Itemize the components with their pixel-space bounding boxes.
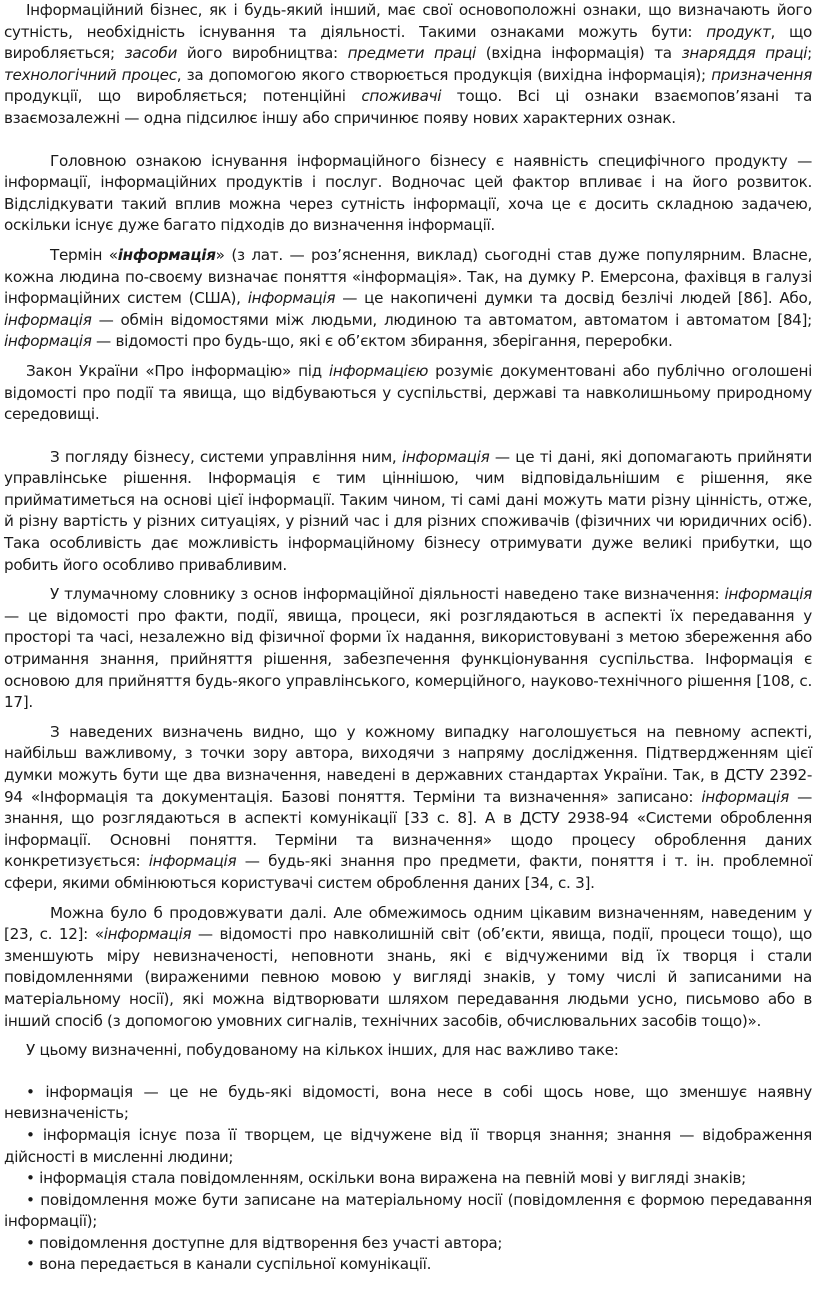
bullet-item: • вона передається в канали суспільної комунікації. [26, 1255, 432, 1274]
text-segment: — це ті дані, які допомагають прийняти управлінське рішення. Інформація є тим ціннішою, чим відповідальнішим є рішення, яке прийматиметься на основі цієї інформації. Таким чином, ті самі дані можуть мати різну цінність, отже, й різну вартість у різних ситуаціях, у різний час і для різних споживачів (фізичних чи юридичних осіб). Така особливість дає можливість інформаційному бізнесу отримувати дуже великі прибутки, що робить його особливо привабливим. [4, 447, 812, 574]
text-segment: (вхідна інформація) та [475, 44, 682, 63]
emphasized-term: інформація [701, 787, 789, 806]
text-segment: тощо. Всі ці ознаки взаємопов’язані та взаємозалежні — одна підсилює іншу або спричинює появу нових характерних ознак. [4, 87, 812, 127]
emphasized-term: інформацією [328, 361, 429, 380]
text-segment: ; [807, 44, 812, 63]
emphasized-term: інформація [4, 332, 92, 351]
emphasized-term: призначення [711, 65, 812, 84]
text-segment: — це накопичені думки та досвід безлічі людей [86]. Або, [335, 289, 812, 308]
text-segment: » (з лат. — роз’яснення, виклад) сьогодні став дуже популярним. Власне, кожна людина по-своєму визначає поняття «інформація». Так, на думку Р. Емерсона, фахівця в галузі інформаційних систем (США), [4, 245, 812, 308]
text-segment: розуміє документовані або публічно оголошені відомості про події та явища, що відбуваються у суспільстві, державі та навколишньому природному середовищі. [4, 361, 812, 424]
text-segment: Можна було б продовжувати далі. Але обмежимось одним цікавим визначенням, наведеним у [23, с. 12]: « [4, 903, 812, 944]
emphasized-term: знаряддя праці [681, 44, 808, 63]
paragraph-1 [4, 0, 812, 130]
emphasized-term: інформація [401, 447, 490, 466]
bullet-list [4, 1082, 812, 1276]
emphasized-term: інформація [247, 289, 336, 308]
paragraph-9 [4, 1040, 812, 1062]
paragraph-5 [4, 447, 812, 577]
text-segment: — знання, що розглядаються в аспекті комунікації [33 с. 8]. А в ДСТУ 2938-94 «Системи оброблення інформації. Основні поняття. Терміни та визначення» щодо процесу оброблення даних конкретизується: [4, 787, 812, 871]
text-segment: — обмін відомостями між людьми, людиною та автоматом, автоматом і автоматом [84]; [91, 310, 812, 329]
text-segment: Головною ознакою існування інформаційного бізнесу є наявність специфічного продукту — інформації, інформаційних продуктів і послуг. Водночас цей фактор впливає і на його розвиток. Відслідкувати такий вплив можна через сутність інформації, хоча це є досить складною задачею, оскільки існує дуже багато підходів до визначення інформації. [4, 151, 812, 235]
text-segment: У цьому визначенні, побудованому на кількох інших, для нас важливо таке: [26, 1041, 619, 1060]
text-segment: Термін « [50, 245, 118, 264]
paragraph-6 [4, 584, 812, 714]
bullet-item: • повідомлення може бути записане на матеріальному носії (повідомлення є формою передавання інформації); [4, 1190, 812, 1231]
text-segment: У тлумачному словнику з основ інформаційної діяльності наведено таке визначення: [50, 585, 725, 604]
emphasized-term: інформація [103, 925, 192, 944]
text-segment: Інформаційний бізнес, як і будь-який інший, має свої основоположні ознаки, що визначають його сутність, необхідність існування та діяльності. Такими ознаками можуть бути: [4, 1, 812, 41]
text-segment: його виробництва: [177, 44, 348, 63]
text-segment: З наведених визначень видно, що у кожному випадку наголошується на певному аспекті, найбільш важливому, з точки зору автора, виходячи з напряму дослідження. Підтвердженням цієї думки можуть бути ще два визначення, наведені в державних стандартах України. Так, в ДСТУ 2392-94 «Інформація та документація. Базові поняття. Терміни та визначення» записано: [4, 722, 812, 806]
emphasized-term: споживачі [361, 87, 442, 106]
paragraph-3 [4, 245, 812, 353]
emphasized-term: технологічний процес [4, 65, 177, 84]
text-segment: , що виробляється; [4, 22, 812, 63]
paragraph-7 [4, 722, 812, 895]
paragraph-2 [4, 151, 812, 237]
text-segment: З погляду бізнесу, системи управління ним, [50, 447, 402, 466]
text-segment: продукції, що виробляється; потенційні [4, 87, 362, 106]
text-segment: — це відомості про факти, події, явища, процеси, які розглядаються в аспекті їх передавання у просторі та часі, незалежно від фізичної форми їх надання, використовувані з метою збереження або отримання знання, прийняття рішення, забезпечення функціонування суспільства. Інформація є основою для прийняття будь-якого управлінського, комерційного, науково-технічного рішення [108, с. 17]. [4, 606, 812, 712]
text-segment: , за допомогою якого створюється продукція (вихідна інформація); [176, 65, 712, 84]
bullet-item: • повідомлення доступне для відтворення без участі автора; [26, 1233, 503, 1252]
text-segment: — будь-які знання про предмети, факти, поняття і т. ін. проблемної сфери, якими обмінюються користувачі систем оброблення даних [34, с. 3]. [4, 852, 812, 892]
emphasized-term: інформація [4, 310, 92, 329]
bullet-item: • інформація існує поза її творцем, це відчужене від її творця знання; знання — відображення дійсності в мисленні людини; [4, 1125, 812, 1166]
emphasized-term: предмети праці [347, 44, 476, 63]
text-segment: Закон України «Про інформацію» під [26, 361, 329, 380]
emphasized-term: засоби [124, 44, 178, 63]
bullet-item: • інформація — це не будь-які відомості, вона несе в собі щось нове, що зменшує наявну невизначеність; [4, 1082, 812, 1123]
bullet-item: • інформація стала повідомленням, оскільки вона виражена на певній мові у вигляді знаків; [26, 1169, 746, 1188]
text-segment: — відомості про будь-що, які є об’єктом збирання, зберігання, переробки. [91, 332, 673, 351]
emphasized-term: інформація [148, 852, 237, 871]
paragraph-4 [4, 361, 812, 426]
paragraph-8 [4, 903, 812, 1033]
emphasized-term: інформація [117, 245, 216, 264]
emphasized-term: продукт [706, 22, 771, 41]
text-segment: — відомості про навколишній світ (об’єкти, явища, події, процеси тощо), що зменшують міру невизначеності, неповноти знань, які є відчуженими від їх творця і стали повідомленнями (вираженими певною мовою у вигляді знаків, у тому числі й записаними на матеріальному носії), які можна відтворювати шляхом передавання людьми усно, письмово або в інший спосіб (з допомогою умовних сигналів, технічних засобів, обчислювальних засобів тощо)». [4, 925, 812, 1030]
emphasized-term: інформація [724, 585, 812, 604]
